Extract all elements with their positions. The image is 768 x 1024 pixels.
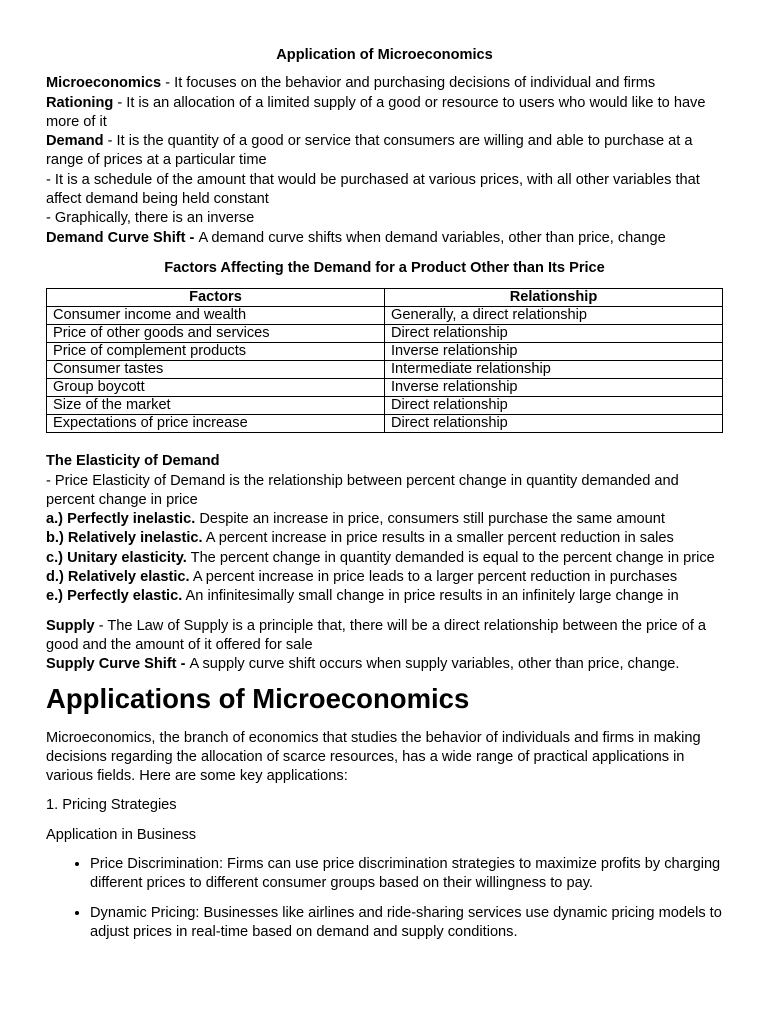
section-intro: Microeconomics, the branch of economics that studies the behavior of individuals and firms in making decisions regarding the allocation of scarce resources, has a wide range of practical applications in various fields. Here are some key applications: bbox=[46, 729, 701, 785]
definition-text: - The Law of Supply is a principle that, there will be a direct relationship between the price of a good and the amount of it offered for sale bbox=[46, 617, 707, 653]
definition-text: - It is an allocation of a limited supply of a good or resource to users who would like to have more of it bbox=[46, 94, 706, 130]
table-row bbox=[47, 325, 723, 343]
table-cell: Direct relationship bbox=[385, 397, 723, 415]
factors-table-title: Factors Affecting the Demand for a Product Other than Its Price bbox=[164, 259, 605, 276]
elasticity-text: Despite an increase in price, consumers still purchase the same amount bbox=[195, 511, 665, 528]
elasticity-label: b.) Relatively inelastic. bbox=[46, 530, 203, 547]
table-row bbox=[47, 361, 723, 379]
definition-text: A demand curve shifts when demand variables, other than price, change bbox=[198, 229, 666, 246]
factors-table bbox=[46, 288, 723, 433]
definition-text: - It focuses on the behavior and purchasing decisions of individual and firms bbox=[161, 75, 656, 92]
table-header-row bbox=[47, 289, 723, 307]
definition-microeconomics bbox=[46, 74, 723, 93]
table-cell: Price of complement products bbox=[47, 343, 385, 361]
definition-supply bbox=[46, 617, 723, 656]
table-cell: Consumer income and wealth bbox=[47, 307, 385, 325]
demand-note: - Graphically, there is an inverse bbox=[46, 210, 255, 227]
definition-term: Demand bbox=[46, 133, 104, 150]
definition-term: Supply Curve Shift - bbox=[46, 656, 190, 673]
elasticity-label: a.) Perfectly inelastic. bbox=[46, 511, 196, 528]
definition-rationing bbox=[46, 94, 723, 133]
definition-demand bbox=[46, 132, 723, 171]
elasticity-text: An infinitesimally small change in price results in an infinitely large change in bbox=[182, 588, 679, 605]
table-cell: Intermediate relationship bbox=[385, 361, 723, 379]
section-heading: Applications of Microeconomics bbox=[46, 682, 470, 714]
definition-term: Supply bbox=[46, 617, 95, 634]
elasticity-intro: - Price Elasticity of Demand is the relationship between percent change in quantity demanded and percent change in price bbox=[46, 472, 679, 508]
elasticity-item bbox=[46, 568, 723, 587]
column-header-factors: Factors bbox=[47, 289, 385, 307]
table-cell: Size of the market bbox=[47, 397, 385, 415]
definition-text: A supply curve shift occurs when supply variables, other than price, change. bbox=[189, 656, 680, 673]
definition-term: Microeconomics bbox=[46, 75, 162, 92]
table-row bbox=[47, 343, 723, 361]
subsection-heading: 1. Pricing Strategies bbox=[46, 797, 177, 814]
elasticity-item bbox=[46, 549, 723, 568]
table-cell: Inverse relationship bbox=[385, 379, 723, 397]
bullet-list bbox=[46, 855, 723, 942]
elasticity-heading-text: The Elasticity of Demand bbox=[46, 453, 220, 470]
table-cell: Generally, a direct relationship bbox=[385, 307, 723, 325]
list-item: • Dynamic Pricing: Businesses like airlines and ride-sharing services use dynamic pricing models to adjust prices in real-time based on demand and supply conditions. bbox=[90, 904, 723, 943]
table-row bbox=[47, 415, 723, 433]
definition-supply-curve-shift bbox=[46, 655, 723, 674]
elasticity-text: The percent change in quantity demanded is equal to the percent change in price bbox=[186, 549, 715, 566]
table-cell: Expectations of price increase bbox=[47, 415, 385, 433]
table-cell: Consumer tastes bbox=[47, 361, 385, 379]
table-cell: Inverse relationship bbox=[385, 343, 723, 361]
list-item: • Price Discrimination: Firms can use price discrimination strategies to maximize profits by charging different prices to different consumer groups based on their willingness to pay. bbox=[90, 855, 723, 894]
table-cell: Group boycott bbox=[47, 379, 385, 397]
elasticity-label: d.) Relatively elastic. bbox=[46, 569, 190, 586]
definition-term: Rationing bbox=[46, 94, 114, 111]
definition-demand-curve-shift bbox=[46, 229, 723, 248]
subsection-context: Application in Business bbox=[46, 826, 197, 843]
elasticity-label: e.) Perfectly elastic. bbox=[46, 588, 183, 605]
demand-note: - It is a schedule of the amount that would be purchased at various prices, with all other variables that affect demand being held constant bbox=[46, 171, 700, 208]
table-cell: Direct relationship bbox=[385, 415, 723, 433]
table-cell: Price of other goods and services bbox=[47, 325, 385, 343]
definition-text: - It is the quantity of a good or service that consumers are willing and able to purchase at a range of prices at a particular time bbox=[46, 133, 693, 169]
table-row bbox=[47, 307, 723, 325]
definition-term: Demand Curve Shift - bbox=[46, 229, 199, 246]
column-header-relationship: Relationship bbox=[385, 289, 723, 307]
elasticity-item bbox=[46, 529, 723, 548]
elasticity-text: A percent increase in price leads to a larger percent reduction in purchases bbox=[189, 569, 678, 586]
document-title: Application of Microeconomics bbox=[276, 47, 493, 63]
elasticity-label: c.) Unitary elasticity. bbox=[46, 549, 187, 566]
elasticity-heading bbox=[46, 452, 723, 471]
spacer bbox=[46, 607, 723, 617]
elasticity-item bbox=[46, 510, 723, 529]
table-row bbox=[47, 379, 723, 397]
elasticity-text: A percent increase in price results in a smaller percent reduction in sales bbox=[202, 530, 674, 547]
elasticity-item bbox=[46, 587, 723, 606]
table-cell: Direct relationship bbox=[385, 325, 723, 343]
table-row bbox=[47, 397, 723, 415]
